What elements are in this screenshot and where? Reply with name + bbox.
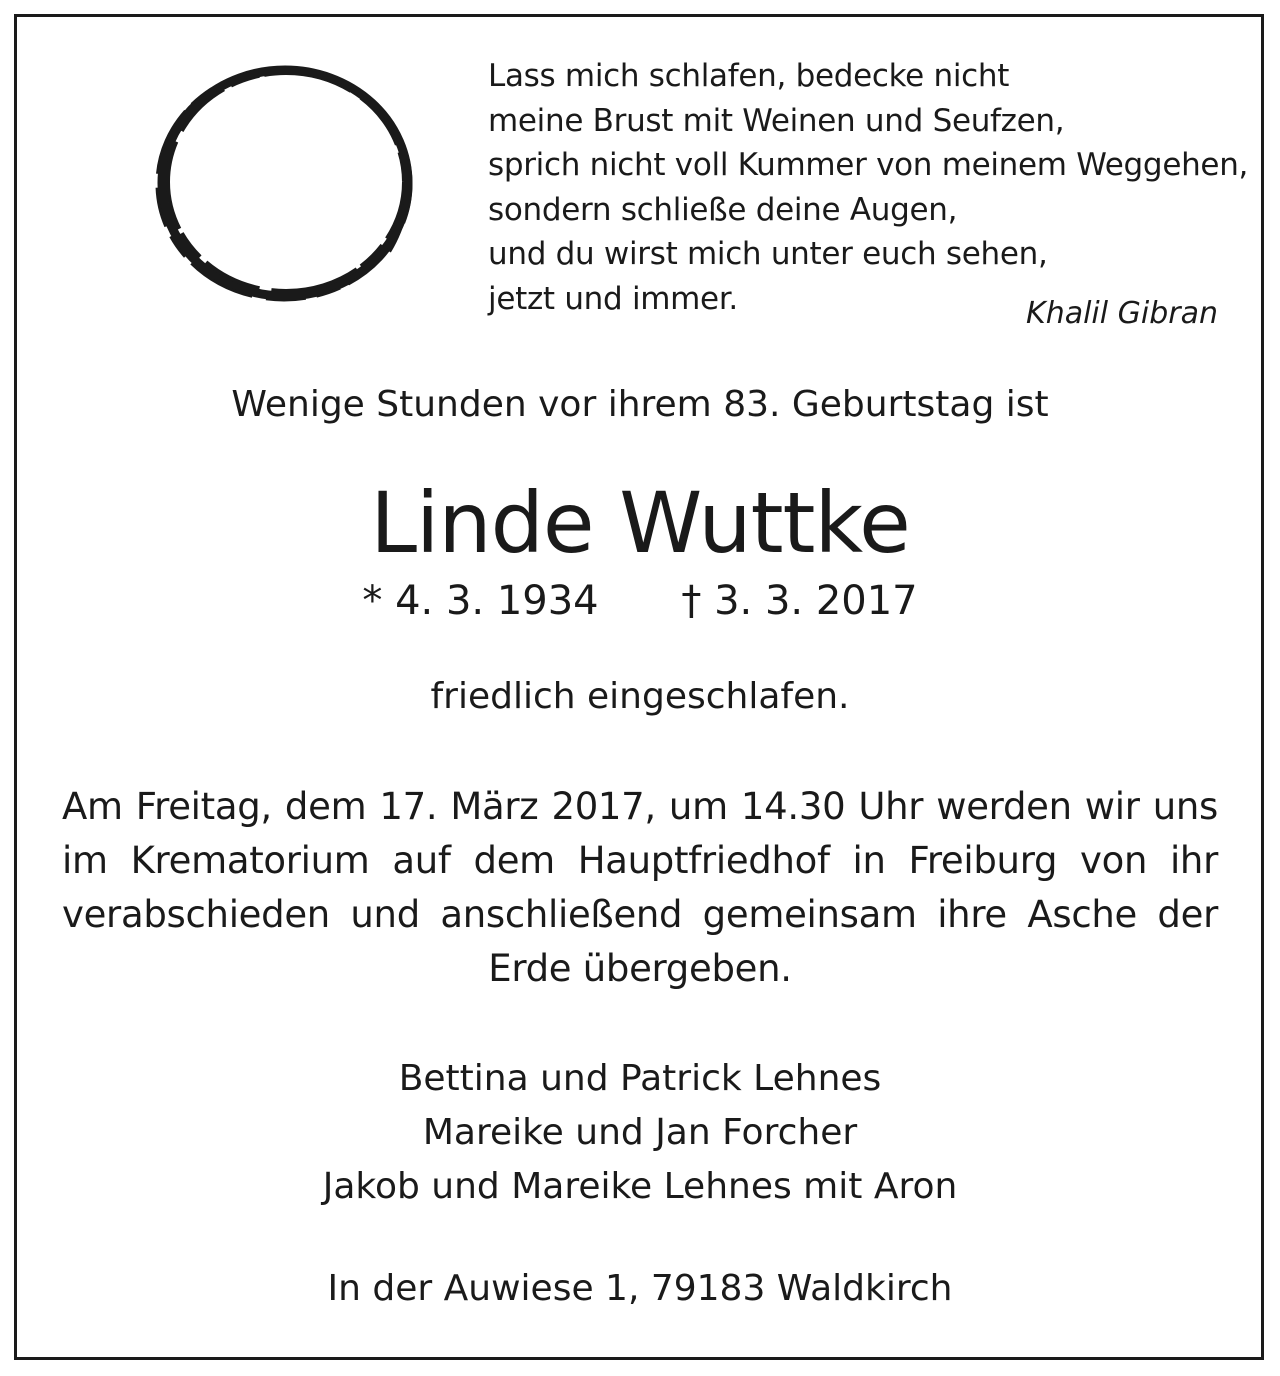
poem xyxy=(488,54,1249,322)
poem-line: sondern schließe deine Augen, xyxy=(488,191,958,228)
poem-line: jetzt und immer. xyxy=(488,280,738,317)
brush-circle-icon xyxy=(140,52,430,314)
life-dates xyxy=(40,578,1240,624)
address: In der Auwiese 1, 79183 Waldkirch xyxy=(327,1268,953,1309)
poem-line: meine Brust mit Weinen und Seufzen, xyxy=(488,102,1065,139)
poem-line: und du wirst mich unter euch sehen, xyxy=(488,236,1048,273)
poem-line: sprich nicht voll Kummer von meinem Weggehen, xyxy=(488,147,1249,184)
birth-date: * 4. 3. 1934 xyxy=(362,578,599,624)
family-member: Jakob und Mareike Lehnes mit Aron xyxy=(322,1166,958,1207)
poem-line: Lass mich schlafen, bedecke nicht xyxy=(488,58,1010,94)
ceremony-announcement: Am Freitag, dem 17. März 2017, um 14.30 Uhr werden wir uns im Krematorium auf dem Hauptfriedhof in Freiburg von ihr verabschieden und anschließend gemeinsam ihre Asche der Erde übergeben. xyxy=(62,785,1218,990)
poem-author: Khalil Gibran xyxy=(1026,296,1218,331)
family-list xyxy=(40,1052,1240,1214)
peaceful-text: friedlich eingeschlafen. xyxy=(430,676,850,717)
family-member: Bettina und Patrick Lehnes xyxy=(398,1058,882,1099)
deceased-name: Linde Wuttke xyxy=(370,474,910,572)
death-date: † 3. 3. 2017 xyxy=(681,578,918,624)
family-member: Mareike und Jan Forcher xyxy=(422,1112,858,1153)
intro-text: Wenige Stunden vor ihrem 83. Geburtstag ist xyxy=(231,384,1049,425)
